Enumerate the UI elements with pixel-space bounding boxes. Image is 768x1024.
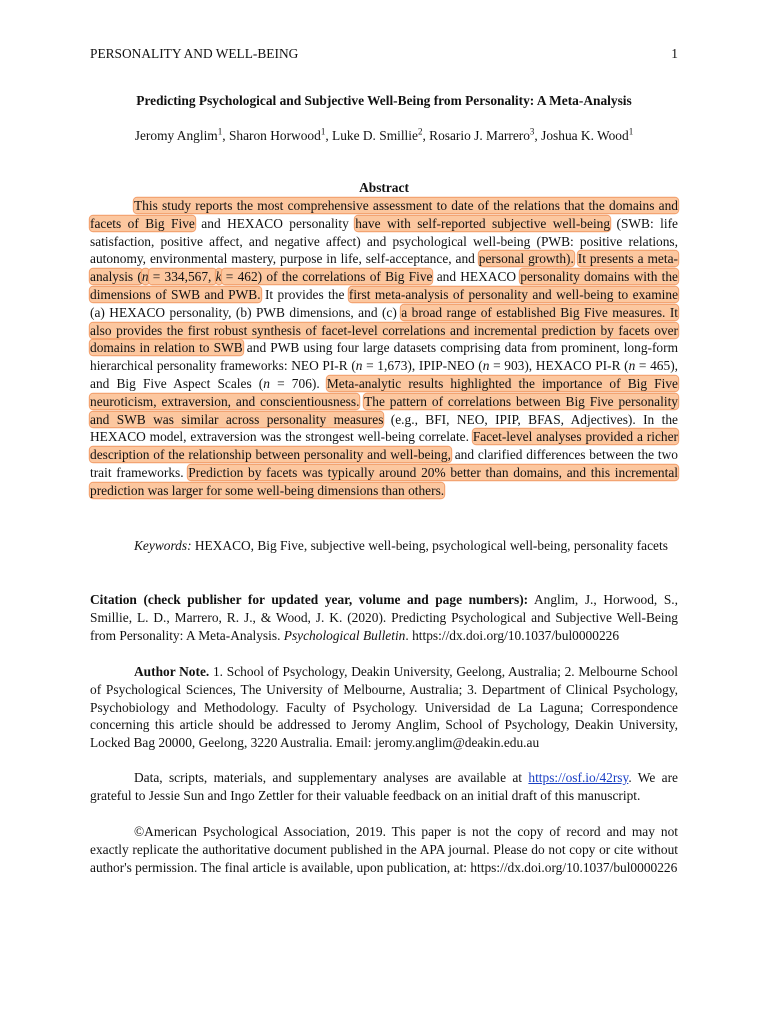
highlighted-text: personal growth).	[478, 251, 574, 267]
keywords-text: HEXACO, Big Five, subjective well-being, psychological well-being, personality facets	[191, 538, 668, 553]
highlighted-text: The pattern of correlations between Big Five personality and SWB was similar across personality measures	[90, 393, 678, 427]
author-name: Jeromy Anglim	[134, 128, 218, 143]
highlighted-text: It presents a meta-analysis (	[90, 251, 678, 285]
abstract-text: = 903), HEXACO PI-R (	[489, 358, 629, 374]
running-head: PERSONALITY AND WELL-BEING	[90, 46, 299, 61]
citation-label: Citation (check publisher for updated year, volume and page numbers):	[90, 592, 529, 607]
highlighted-text: personality domains with the dimensions of SWB and PWB.	[90, 269, 678, 302]
author-note-text: 1. School of Psychology, Deakin University, Geelong, Australia; 2. Melbourne School of Psychological Sciences, The University of Melbourne, Australia; 3. Department of Clinical Psychology, Psychobiology and Methodology. Faculty of Psychology. Universidad de La Laguna; Correspondence concerning this article should be addressed to Jeromy Anglim, School of Psychology, Deakin University, Locked Bag 20000, Geelong, 3220 Australia. Email: jeromy.anglim@deakin.edu.au	[90, 664, 678, 751]
abstract-text: n	[482, 358, 490, 374]
citation-text: Anglim, J., Horwood, S., Smillie, L. D., Marrero, R. J., & Wood, J. K. (2020). Predicting Psychological and Subjective Well-Being from Personality: A Meta-Analysis.	[90, 592, 678, 643]
abstract-text: = 1,673), IPIP-NEO (	[362, 358, 483, 374]
author-affiliation-mark: 2	[417, 126, 423, 137]
highlighted-text: This study reports the most comprehensive assessment to date of the relations that the domains and facets of Big Five	[90, 198, 678, 231]
highlighted-text: a broad range of established Big Five measures. It also provides the first robust synthesis of facet-level correlations and incremental prediction by facets over domains in relation to SWB	[90, 304, 679, 356]
abstract-text: and HEXACO personality	[194, 215, 356, 231]
citation-doi: . https://dx.doi.org/10.1037/bul0000226	[405, 627, 620, 643]
osf-link[interactable]: https://osf.io/42rsy	[528, 770, 629, 785]
author-name: Sharon Horwood	[228, 128, 321, 143]
abstract-text: = 465), and Big Five Aspect Scales (	[90, 358, 678, 391]
abstract-text: n	[355, 358, 363, 374]
running-header	[90, 46, 678, 62]
abstract-text: (e.g., BFI, NEO, IPIP, BFAS, Adjectives). In the HEXACO model, extraversion was the strongest well-being correlate.	[90, 411, 678, 445]
abstract-heading: Abstract	[359, 180, 409, 195]
highlighted-text: Meta-analytic results highlighted the importance of Big Five neuroticism, extraversion, and conscientiousness.	[90, 375, 678, 409]
highlighted-text: = 462) of the correlations of Big Five	[221, 269, 433, 285]
copyright-notice: ©American Psychological Association, 2019. This paper is not the copy of record and may not exactly replicate the authoritative document published in the APA journal. Please do not copy or cite without author's permission. The final article is available, upon publication, at: https://dx.doi.org/10.1037/bul0000226	[90, 824, 678, 875]
author-affiliation-mark: 1	[320, 126, 326, 137]
abstract-text: (a) HEXACO personality, (b) PWB dimensions, and (c)	[90, 304, 402, 320]
abstract-text: n	[628, 358, 636, 374]
data-note-thanks: . We are grateful to Jessie Sun and Ingo Zettler for their valuable feedback on an initial draft of this manuscript.	[90, 770, 679, 803]
highlighted-text: first meta-analysis of personality and well-being to examine	[348, 286, 679, 302]
author-note-label: Author Note.	[134, 664, 210, 679]
abstract-text: and clarified differences between the two trait frameworks.	[90, 447, 678, 480]
citation-paragraph	[90, 591, 678, 644]
abstract-text: = 706).	[269, 375, 327, 391]
abstract-text: and PWB using four large datasets comprising data from prominent, long-form hierarchical personality frameworks: NEO PI-R (	[90, 340, 678, 374]
highlighted-text: have with self-reported subjective well-being	[355, 215, 611, 231]
author-affiliation-mark: 1	[217, 126, 223, 137]
keywords-paragraph	[90, 537, 678, 555]
keywords-label: Keywords:	[134, 538, 192, 553]
abstract-text: n	[263, 375, 270, 391]
highlighted-text: = 334,567,	[148, 269, 216, 285]
author-affiliation-mark: 1	[628, 126, 634, 137]
page-number: 1	[671, 46, 678, 61]
paper-title: Predicting Psychological and Subjective Well-Being from Personality: A Meta-Analysis	[136, 93, 632, 108]
highlighted-text: n	[141, 269, 149, 285]
citation-journal: Psychological Bulletin	[283, 627, 406, 643]
author-affiliation-mark: 3	[529, 126, 535, 137]
abstract-text: (SWB: life satisfaction, positive affect, and negative affect) and psychological well-being (PWB: positive relations, autonomy, environmental mastery, purpose in life, self-acceptance, and	[90, 215, 678, 267]
highlighted-text: Facet-level analyses provided a richer description of the relationship between personality and well-being,	[90, 429, 678, 463]
highlighted-text: k	[215, 269, 222, 285]
author-note-paragraph	[90, 663, 678, 752]
author-name: Luke D. Smillie	[332, 128, 418, 143]
abstract-text: It provides the	[260, 286, 349, 302]
author-name: Joshua K. Wood	[541, 128, 629, 143]
author-name: Rosario J. Marrero	[429, 128, 530, 143]
abstract-text: and HEXACO	[432, 269, 521, 285]
abstract-body	[90, 197, 678, 500]
data-note-paragraph	[90, 769, 678, 805]
author-list: Jeromy Anglim$^1$, Sharon Horwood$^1$, Luke D. Smillie$^2$, Rosario J. Marrero$^3$, Joshua K. Wood$^1$	[134, 126, 634, 143]
data-note-text: Data, scripts, materials, and supplementary analyses are available at	[134, 770, 529, 785]
highlighted-text: Prediction by facets was typically around 20% better than domains, and this incremental prediction was larger for some well-being dimensions than others.	[90, 464, 679, 498]
